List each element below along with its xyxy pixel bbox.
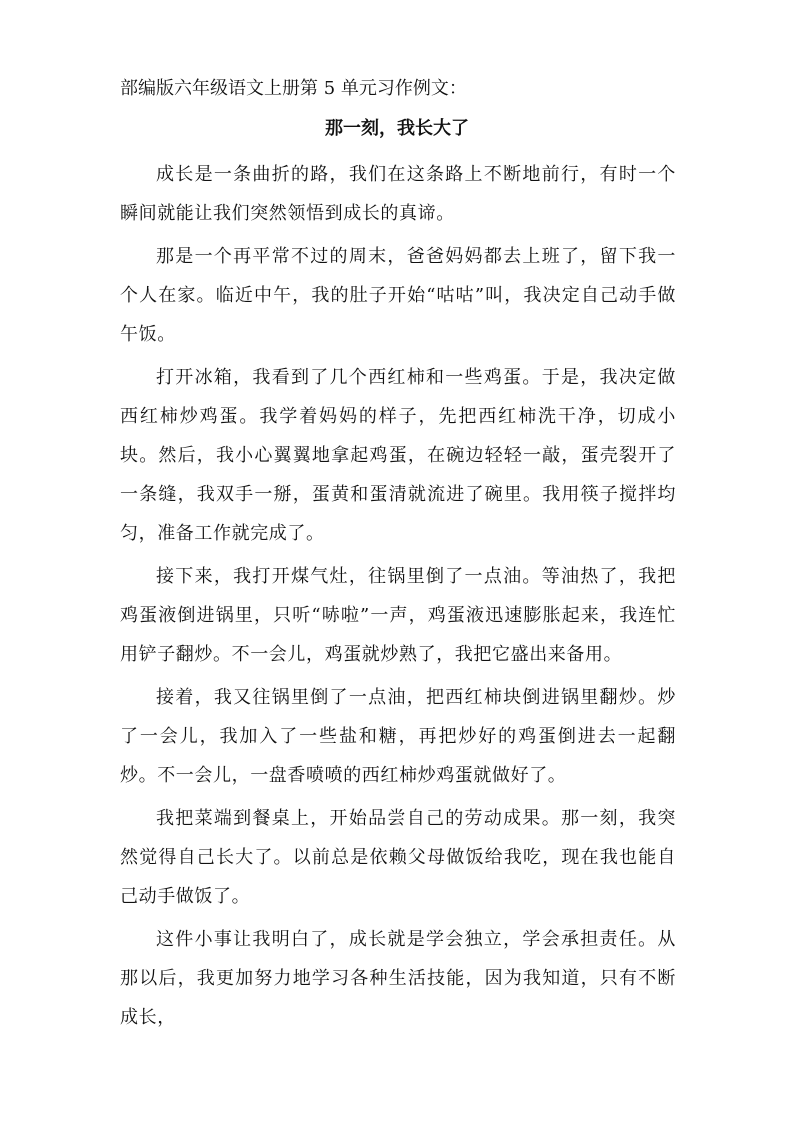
paragraph: 这件小事让我明白了，成长就是学会独立，学会承担责任。从那以后，我更加努力地学习各种生活技能，因为我知道，只有不断成长， — [120, 929, 676, 1028]
paragraph: 打开冰箱，我看到了几个西红柿和一些鸡蛋。于是，我决定做西红柿炒鸡蛋。我学着妈妈的样子，先把西红柿洗干净，切成小块。然后，我小心翼翼地拿起鸡蛋，在碗边轻轻一敲，蛋壳裂开了一条缝，我双手一掰，蛋黄和蛋清就流进了碗里。我用筷子搅拌均匀，准备工作就完成了。 — [120, 367, 676, 544]
document-header: 部编版六年级语文上册第 5 单元习作例文： — [120, 78, 467, 99]
paragraph: 接着，我又往锅里倒了一点油，把西红柿块倒进锅里翻炒。炒了一会儿，我加入了一些盐和糖，再把炒好的鸡蛋倒进去一起翻炒。不一会儿，一盘香喷喷的西红柿炒鸡蛋就做好了。 — [120, 687, 676, 786]
paragraph: 接下来，我打开煤气灶，往锅里倒了一点油。等油热了，我把鸡蛋液倒进锅里，只听“哧啦”一声，鸡蛋液迅速膨胀起来，我连忙用铲子翻炒。不一会儿，鸡蛋就炒熟了，我把它盛出来备用。 — [120, 566, 676, 665]
paragraph: 我把菜端到餐桌上，开始品尝自己的劳动成果。那一刻，我突然觉得自己长大了。以前总是依赖父母做饭给我吃，现在我也能自己动手做饭了。 — [120, 808, 676, 907]
essay-title: 那一刻，我长大了 — [325, 118, 469, 139]
essay-body — [120, 155, 676, 1041]
paragraph: 那是一个再平常不过的周末，爸爸妈妈都去上班了，留下我一个人在家。临近中午，我的肚子开始“咕咕”叫，我决定自己动手做午饭。 — [120, 246, 676, 345]
paragraph: 成长是一条曲折的路，我们在这条路上不断地前行，有时一个瞬间就能让我们突然领悟到成长的真谛。 — [120, 164, 676, 224]
